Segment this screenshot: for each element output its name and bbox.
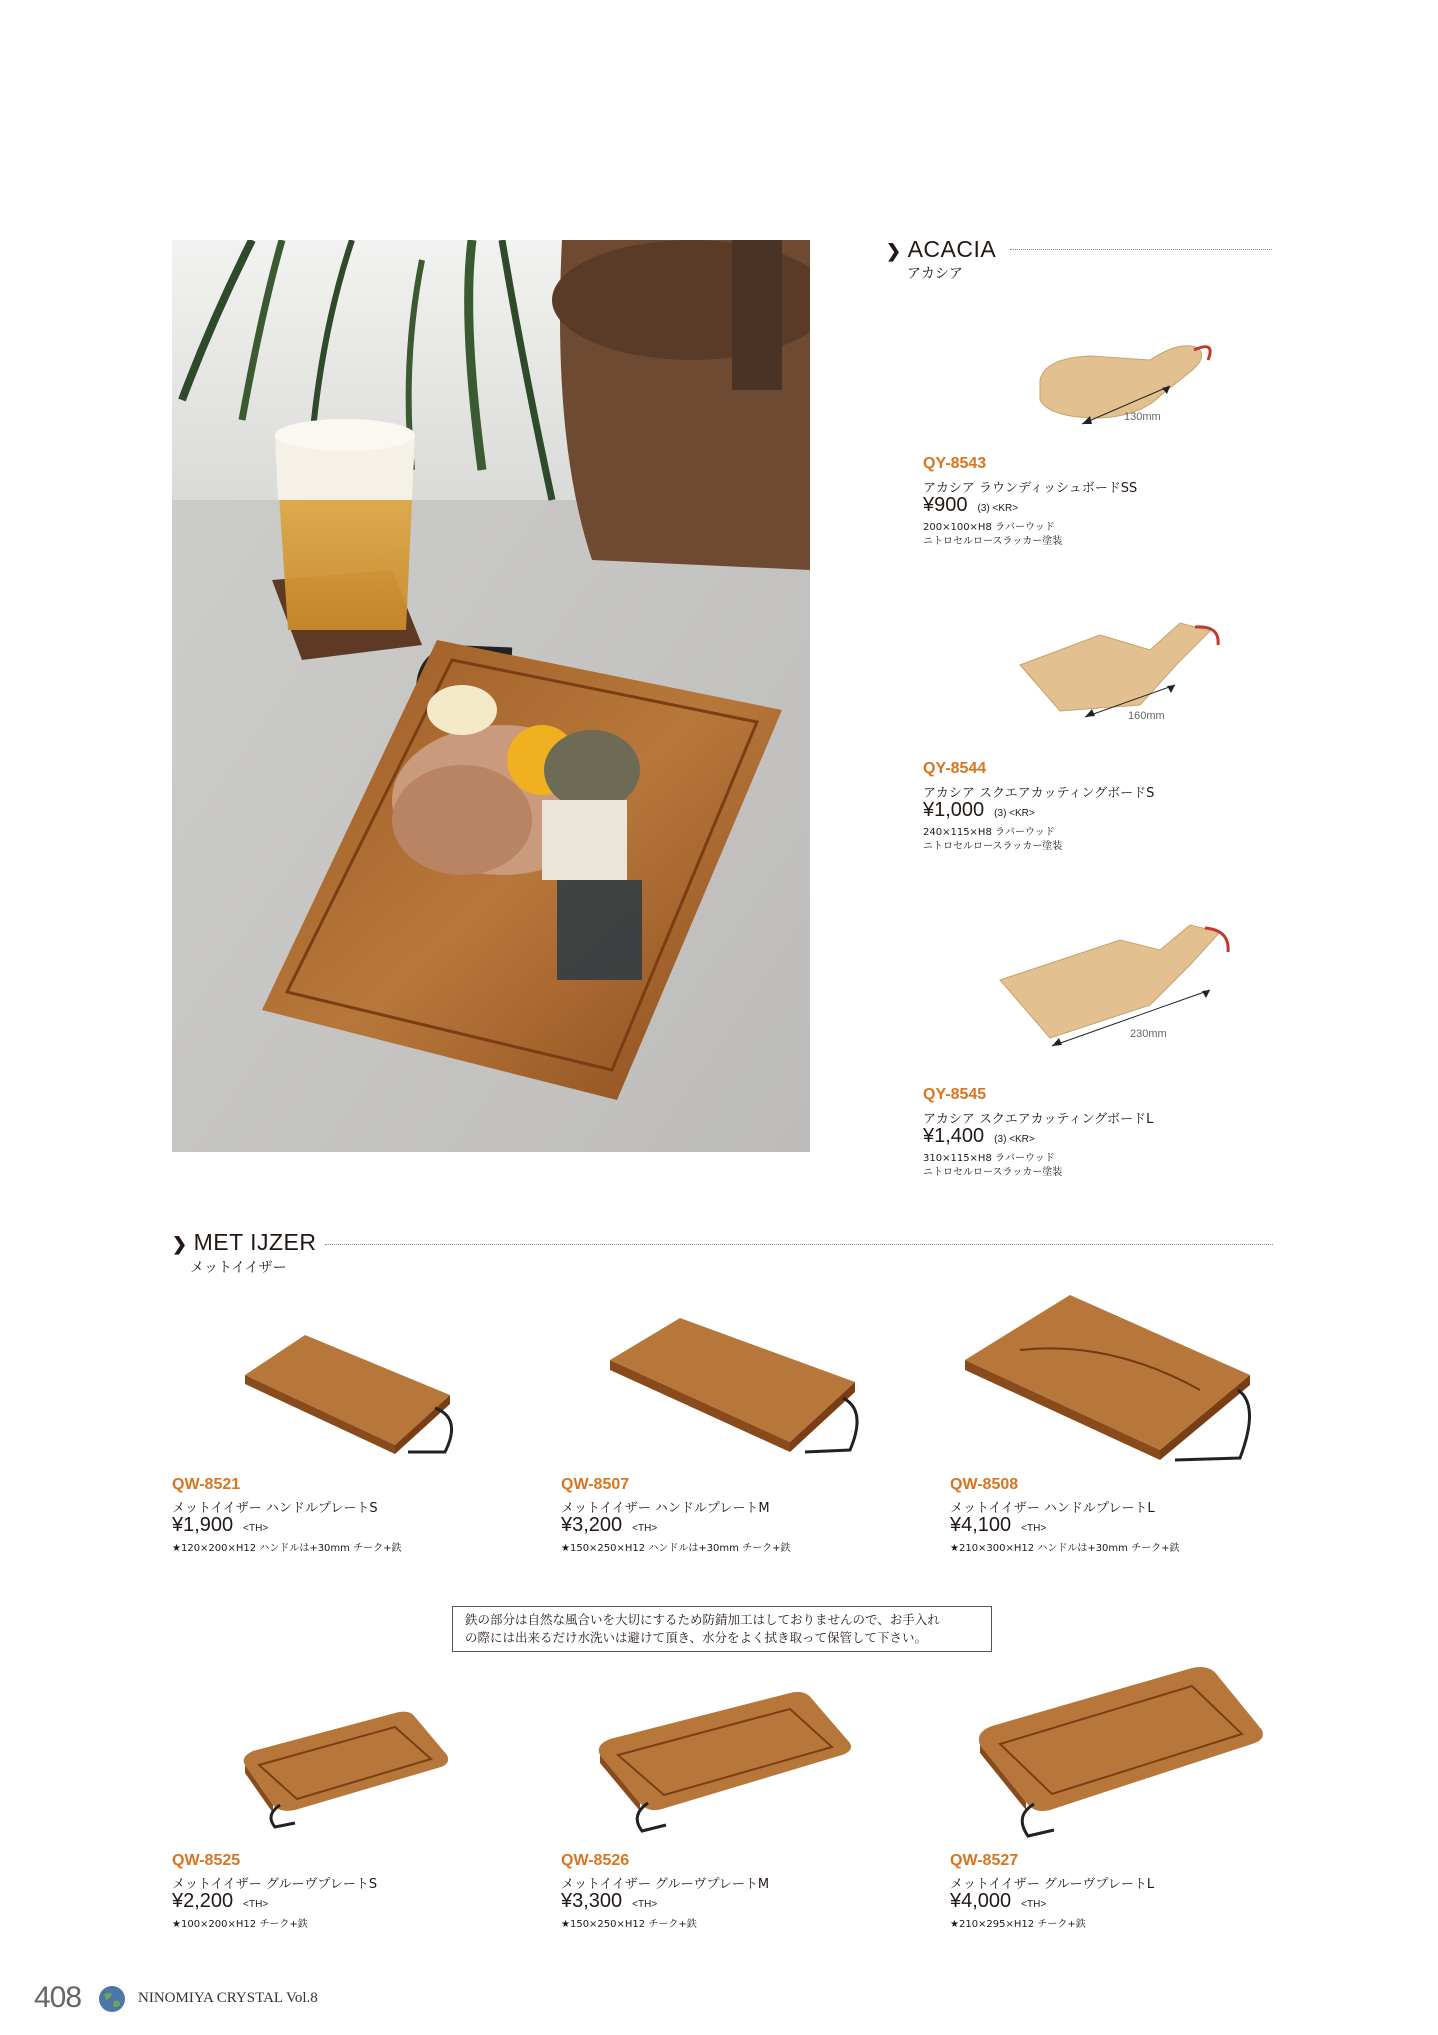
groove-plate-illustration <box>235 1705 455 1835</box>
product-image-qw8521 <box>240 1330 460 1460</box>
price-value: ¥3,200 <box>561 1514 623 1536</box>
price-note: <TH> <box>632 1899 658 1910</box>
price-note: <TH> <box>243 1899 269 1910</box>
metijzer-title-text: MET IJZER <box>193 1229 317 1255</box>
price-value: ¥1,000 <box>923 799 985 821</box>
price-value: ¥4,000 <box>950 1890 1012 1912</box>
product-code: QW-8521 <box>172 1476 241 1493</box>
chevron-right-icon: ❯ <box>172 1234 188 1254</box>
price-value: ¥2,200 <box>172 1890 234 1912</box>
product-image-qy8545 <box>990 910 1250 1050</box>
product-price <box>172 1514 268 1537</box>
dimension-label: 230mm <box>1130 1028 1167 1040</box>
product-code: QW-8527 <box>950 1852 1019 1869</box>
acacia-title-text: ACACIA <box>907 236 997 262</box>
product-name: メットイイザー ハンドルプレートM <box>561 1501 770 1516</box>
spec-line: ニトロセルロースラッカー塗装 <box>923 841 1063 852</box>
dimension-label: 130mm <box>1124 411 1161 423</box>
price-value: ¥1,400 <box>923 1125 985 1147</box>
product-price <box>172 1890 268 1913</box>
product-spec: ★120×200×H12 ハンドルは+30mm チーク+鉄 <box>172 1543 402 1554</box>
product-image-qy8543 <box>1030 330 1230 440</box>
handle-plate-illustration <box>605 1310 865 1460</box>
handle-plate-illustration <box>240 1330 460 1460</box>
product-code: QY-8544 <box>923 760 987 777</box>
cutting-board-illustration <box>1010 605 1230 725</box>
hero-photo <box>172 240 810 1152</box>
price-note: <TH> <box>1021 1899 1047 1910</box>
price-note: <TH> <box>243 1523 269 1534</box>
product-price <box>950 1514 1046 1537</box>
care-note-box <box>452 1606 992 1652</box>
product-image-qw8507 <box>605 1310 865 1460</box>
note-line: 鉄の部分は自然な風合いを大切にするため防錆加工はしておりませんので、お手入れ <box>465 1612 940 1627</box>
price-note: (3) <KR> <box>994 1134 1035 1145</box>
product-code: QY-8545 <box>923 1086 987 1103</box>
product-price <box>923 494 1018 517</box>
price-note: <TH> <box>1021 1523 1047 1534</box>
product-name: メットイイザー グルーヴプレートS <box>172 1877 378 1892</box>
price-value: ¥1,900 <box>172 1514 234 1536</box>
metijzer-dotted-rule <box>325 1244 1273 1245</box>
product-code: QY-8543 <box>923 455 987 472</box>
product-spec <box>923 826 1062 854</box>
product-spec: ★150×250×H12 チーク+鉄 <box>561 1919 697 1930</box>
handle-plate-illustration <box>960 1290 1260 1470</box>
metijzer-section-title <box>172 1229 317 1256</box>
product-name: メットイイザー ハンドルプレートL <box>950 1501 1155 1516</box>
chevron-right-icon: ❯ <box>886 241 902 261</box>
spec-line: ニトロセルロースラッカー塗装 <box>923 1167 1063 1178</box>
page-number: 408 <box>34 1981 82 2014</box>
product-image-qw8508 <box>960 1290 1260 1470</box>
brand-name: NINOMIYA CRYSTAL Vol.8 <box>138 1990 318 2006</box>
product-spec <box>923 521 1062 549</box>
acacia-dotted-rule <box>1010 249 1272 250</box>
spec-line: 310×115×H8 ラバーウッド <box>923 1153 1055 1164</box>
hero-illustration <box>172 240 810 1152</box>
product-code: QW-8507 <box>561 1476 630 1493</box>
product-image-qw8527 <box>970 1660 1270 1840</box>
product-price <box>923 799 1035 822</box>
product-code: QW-8508 <box>950 1476 1019 1493</box>
spec-line: 240×115×H8 ラバーウッド <box>923 827 1055 838</box>
product-image-qw8526 <box>590 1685 860 1835</box>
product-image-qy8544 <box>1010 605 1230 725</box>
price-value: ¥4,100 <box>950 1514 1012 1536</box>
globe-icon <box>98 1985 126 2013</box>
spec-line: 200×100×H8 ラバーウッド <box>923 522 1055 533</box>
price-note: (3) <KR> <box>977 503 1019 514</box>
note-line: の際には出来るだけ水洗いは避けて頂き、水分をよく拭き取って保管して下さい。 <box>465 1630 928 1645</box>
product-name: アカシア スクエアカッティングボードL <box>923 1112 1154 1127</box>
product-name: メットイイザー グルーヴプレートM <box>561 1877 770 1892</box>
product-price <box>950 1890 1046 1913</box>
cutting-board-illustration <box>1030 330 1230 440</box>
product-name: アカシア スクエアカッティングボードS <box>923 786 1155 801</box>
product-name: メットイイザー ハンドルプレートS <box>172 1501 378 1516</box>
product-image-qw8525 <box>235 1705 455 1835</box>
product-code: QW-8525 <box>172 1852 241 1869</box>
product-spec: ★210×300×H12 ハンドルは+30mm チーク+鉄 <box>950 1543 1180 1554</box>
product-spec <box>923 1152 1062 1180</box>
cutting-board-illustration <box>990 910 1250 1050</box>
product-spec: ★100×200×H12 チーク+鉄 <box>172 1919 308 1930</box>
groove-plate-illustration <box>590 1685 860 1835</box>
dimension-label: 160mm <box>1128 710 1165 722</box>
price-note: <TH> <box>632 1523 658 1534</box>
metijzer-section-subtitle: メットイイザー <box>190 1260 287 1276</box>
product-name: メットイイザー グルーヴプレートL <box>950 1877 1155 1892</box>
groove-plate-illustration <box>970 1660 1270 1840</box>
product-spec: ★150×250×H12 ハンドルは+30mm チーク+鉄 <box>561 1543 791 1554</box>
product-price <box>561 1890 657 1913</box>
acacia-section-subtitle: アカシア <box>907 266 963 282</box>
price-value: ¥900 <box>923 494 968 516</box>
spec-line: ニトロセルロースラッカー塗装 <box>923 536 1063 547</box>
price-note: (3) <KR> <box>994 808 1035 819</box>
product-name: アカシア ラウンディッシュボードSS <box>923 481 1138 496</box>
product-code: QW-8526 <box>561 1852 630 1869</box>
product-price <box>561 1514 657 1537</box>
product-price <box>923 1125 1035 1148</box>
price-value: ¥3,300 <box>561 1890 623 1912</box>
acacia-section-title <box>886 236 996 263</box>
product-spec: ★210×295×H12 チーク+鉄 <box>950 1919 1086 1930</box>
